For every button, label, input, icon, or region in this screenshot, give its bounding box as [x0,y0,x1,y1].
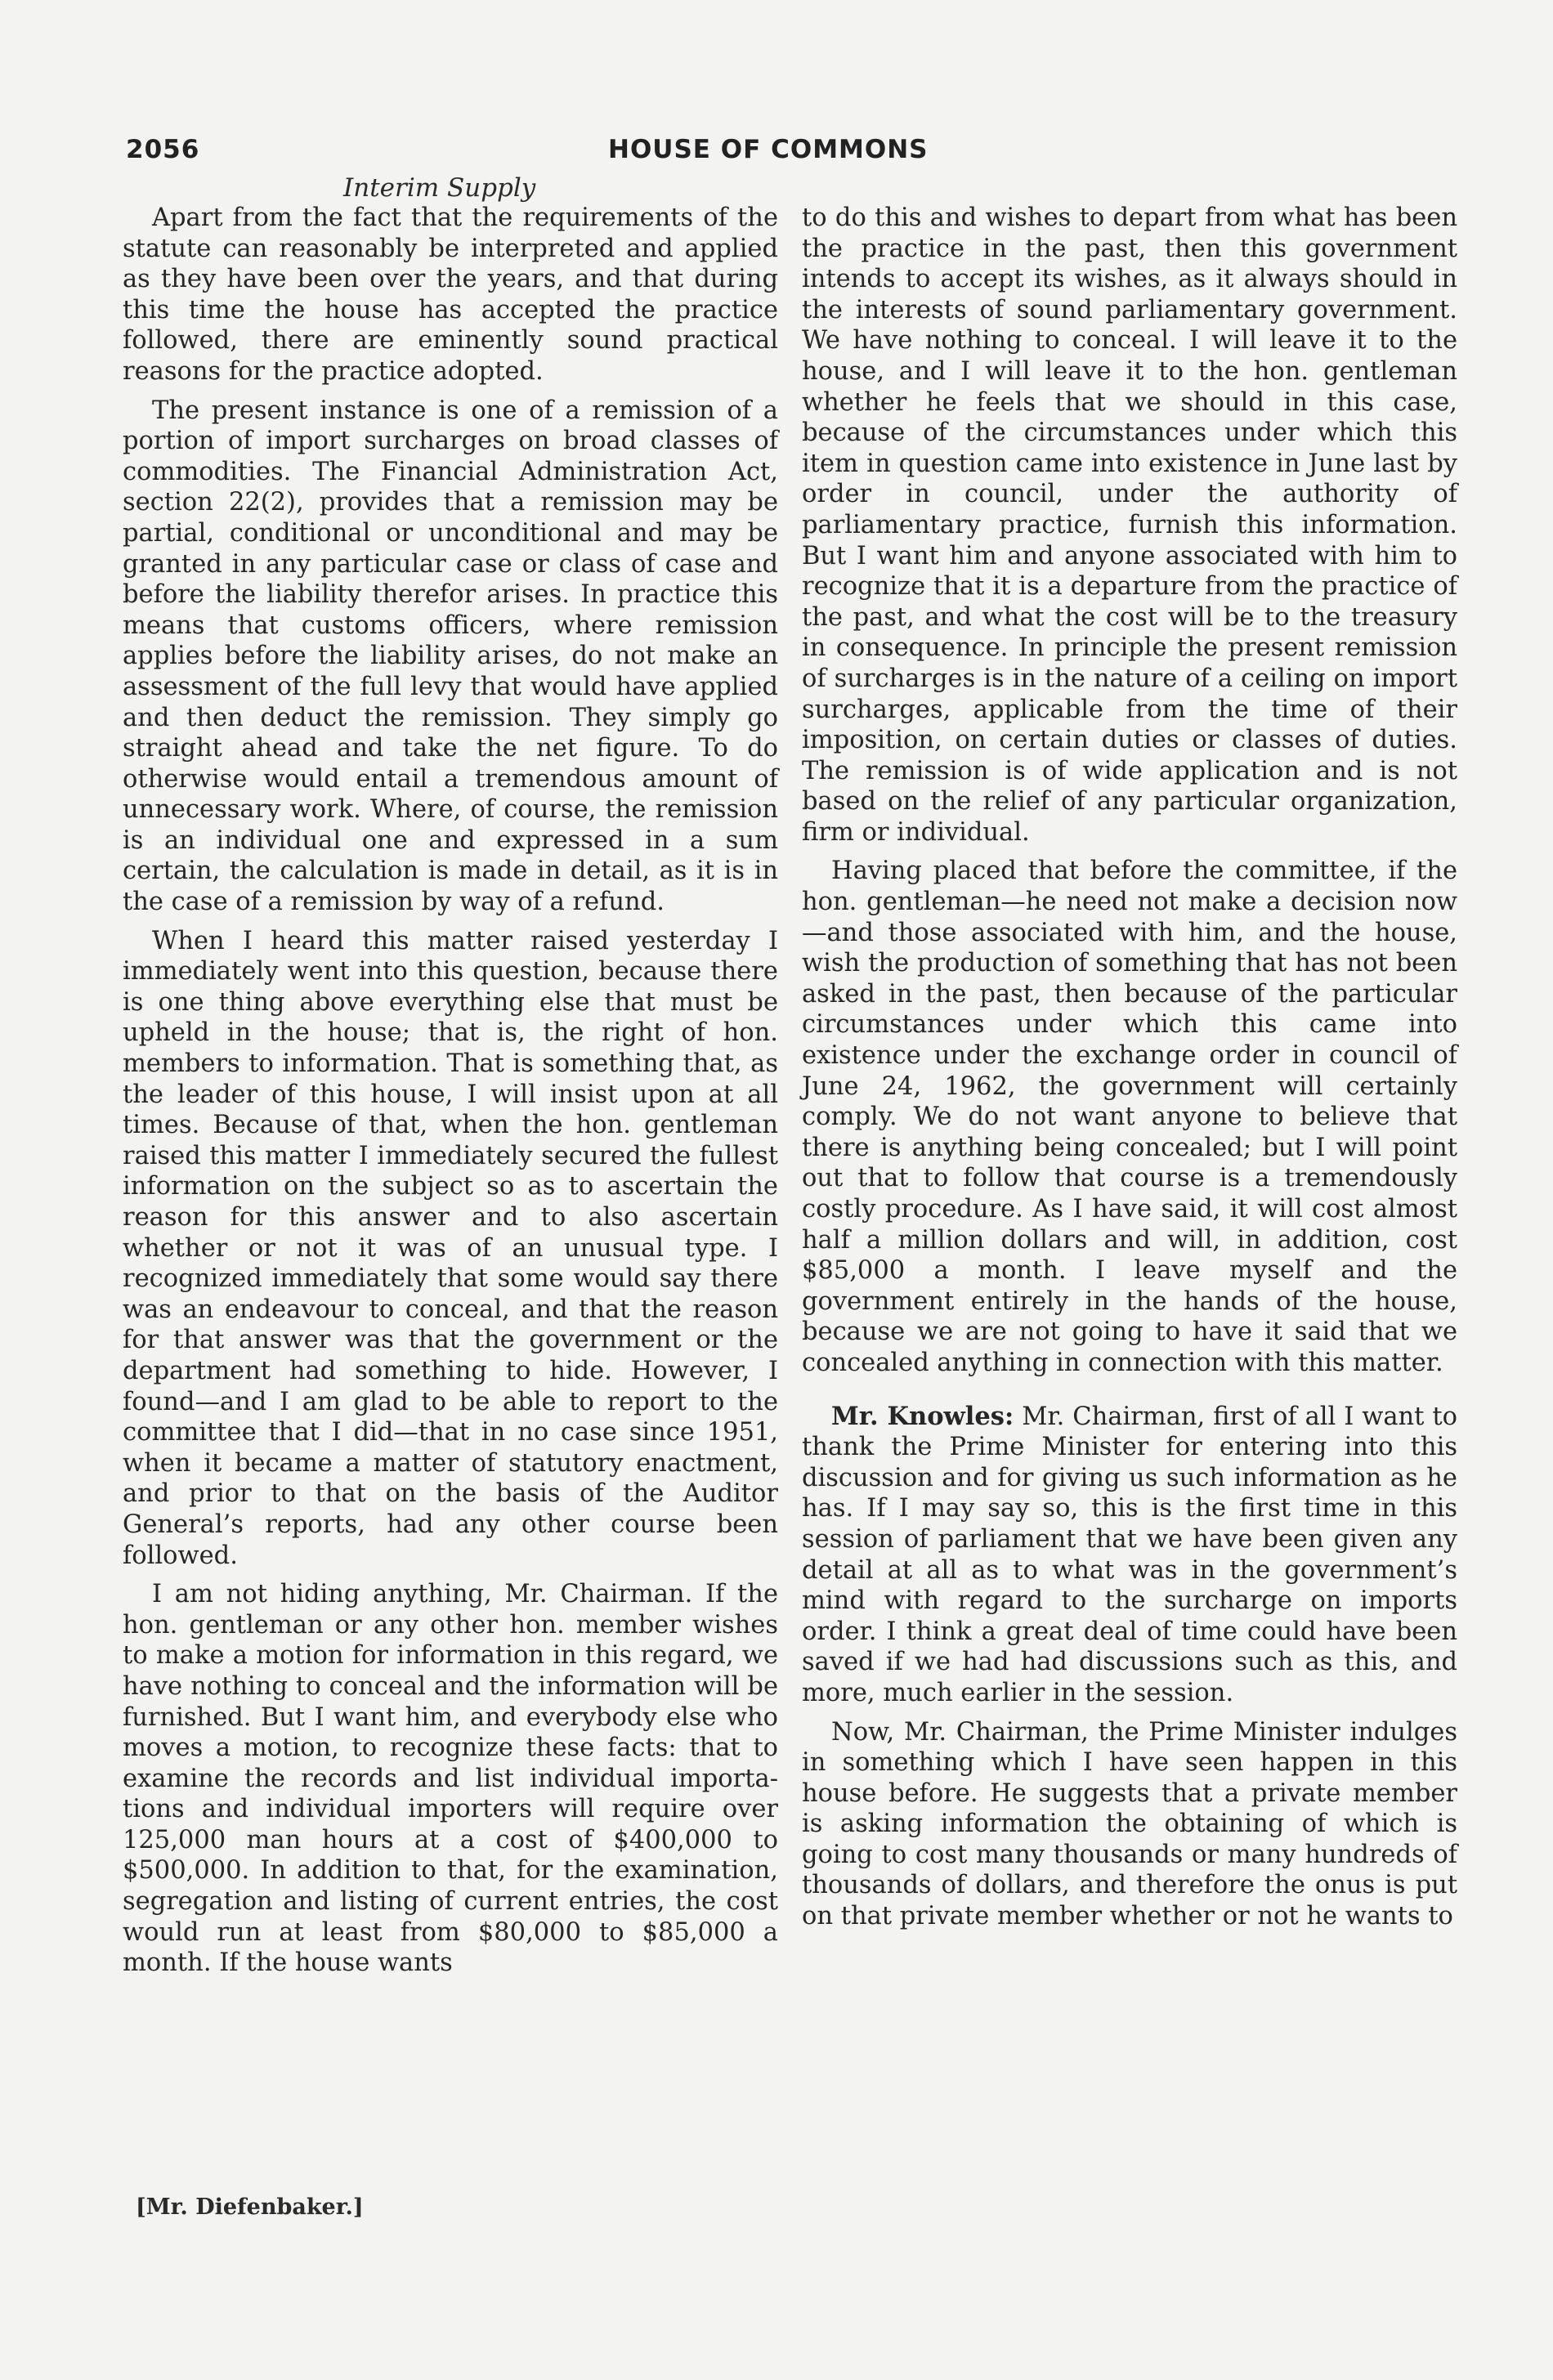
paragraph: Apart from the fact that the requirements of the statute can reasonably be interpreted and applied as they have been over the years, and that during this time the house has accepted the practice followed, there are eminently sound practical reasons for the practice adopted. [123,204,778,386]
speech-paragraph [802,1402,1457,1709]
paragraph: I am not hiding anything, Mr. Chairman. If the hon. gentleman or any other hon. member wishes to make a motion for information in this regard, we have nothing to conceal and the information will be furnished. But I want him, and everybody else who moves a motion, to recognize these facts: that to examine the records and list individual importations and individual importers will require over 125,000 man hours at a cost of $400,000 to $500,000. In addition to that, for the examination, segregation and listing of current entries, the cost would run at least from $80,000 to $85,000 a month. If the house wants [123,1580,778,1978]
paragraph: When I heard this matter raised yesterday I immediately went into this question, because there is one thing above everything else that must be upheld in the house; that is, the right of hon. members to information. That is something that, as the leader of this house, I will insist upon at all times. Because of that, when the hon. gentleman raised this matter I immediately secured the fullest information on the subject so as to ascertain the reason for this answer and to also ascertain whether or not it was of an unusual type. I recognized immediately that some would say there was an endeavour to conceal, and that the reason for that answer was that the government or the department had something to hide. However, I found—and I am glad to be able to report to the committee that I did—that in no case since 1951, when it became a matter of statutory enactment, and prior to that on the basis of the Auditor General’s reports, had any other course been followed. [123,926,778,1570]
speaker-reference: [Mr. Diefenbaker.] [136,2194,364,2220]
speech-text: Mr. Chairman, first of all I want to thank the Prime Minister for entering into this discussion and for giving us such information as he has. If I may say so, this is the first time in this session of parliament that we have been given any detail at all as to what was in the government’s mind with regard to the surcharge on imports order. I think a great deal of time could have been saved if we had had discussions such as this, and more, much earlier in the session. [802,1402,1457,1707]
paragraph: Now, Mr. Chairman, the Prime Minister indulges in something which I have seen happen in this house before. He suggests that a private member is asking information the obtaining of which is going to cost many thousands or many hundreds of thousands of dollars, and therefore the onus is put on that private member whether or not he wants to [802,1717,1457,1931]
speaker-name: Mr. Knowles: [831,1401,1014,1431]
running-title: HOUSE OF COMMONS [608,135,929,164]
paragraph: to do this and wishes to depart from what has been the practice in the past, then this government intends to accept its wishes, as it always should in the interests of sound parliamentary government. We have nothing to conceal. I will leave it to the house, and I will leave it to the hon. gentleman whether he feels that we should in this case, because of the circumstances under which this item in question came into existence in June last by order in council, under the authority of parliamentary practice, furnish this information. But I want him and anyone associated with him to recognize that it is a departure from the practice of the past, and what the cost will be to the treasury in consequence. In principle the present remission of surcharges is in the nature of a ceiling on import surcharges, applicable from the time of their imposition, on certain duties or classes of duties. The remission is of wide application and is not based on the relief of any particular organization, firm or individual. [802,204,1457,847]
right-column [802,203,1457,1940]
left-column [123,203,778,1987]
paragraph: The present instance is one of a remission of a portion of import surcharges on broad classes of commodities. The Financial Administration Act, section 22(2), provides that a remission may be partial, conditional or unconditional and may be granted in any particular case or class of case and before the liability therefor arises. In practice this means that customs officers, where remission applies before the liability arises, do not make an assessment of the full levy that would have applied and then deduct the remission. They simply go straight ahead and take the net figure. To do otherwise would entail a tremendous amount of unnecessary work. Where, of course, the remission is an individual one and expressed in a sum certain, the calculation is made in detail, as it is in the case of a remission by way of a refund. [123,396,778,917]
section-title: Interim Supply [343,173,536,203]
page-number: 2056 [126,135,200,164]
paragraph: Having placed that before the committee, if the hon. gentleman—he need not make a decision now—and those associated with him, and the house, wish the production of something that has not been asked in the past, then because of the particular circumstances under which this came into existence under the exchange order in council of June 24, 1962, the government will certainly comply. We do not want anyone to believe that there is anything being concealed; but I will point out that to follow that course is a tremendously costly procedure. As I have said, it will cost almost half a million dollars and will, in addition, cost $85,000 a month. I leave myself and the government entirely in the hands of the house, because we are not going to have it said that we concealed anything in connection with this matter. [802,857,1457,1377]
